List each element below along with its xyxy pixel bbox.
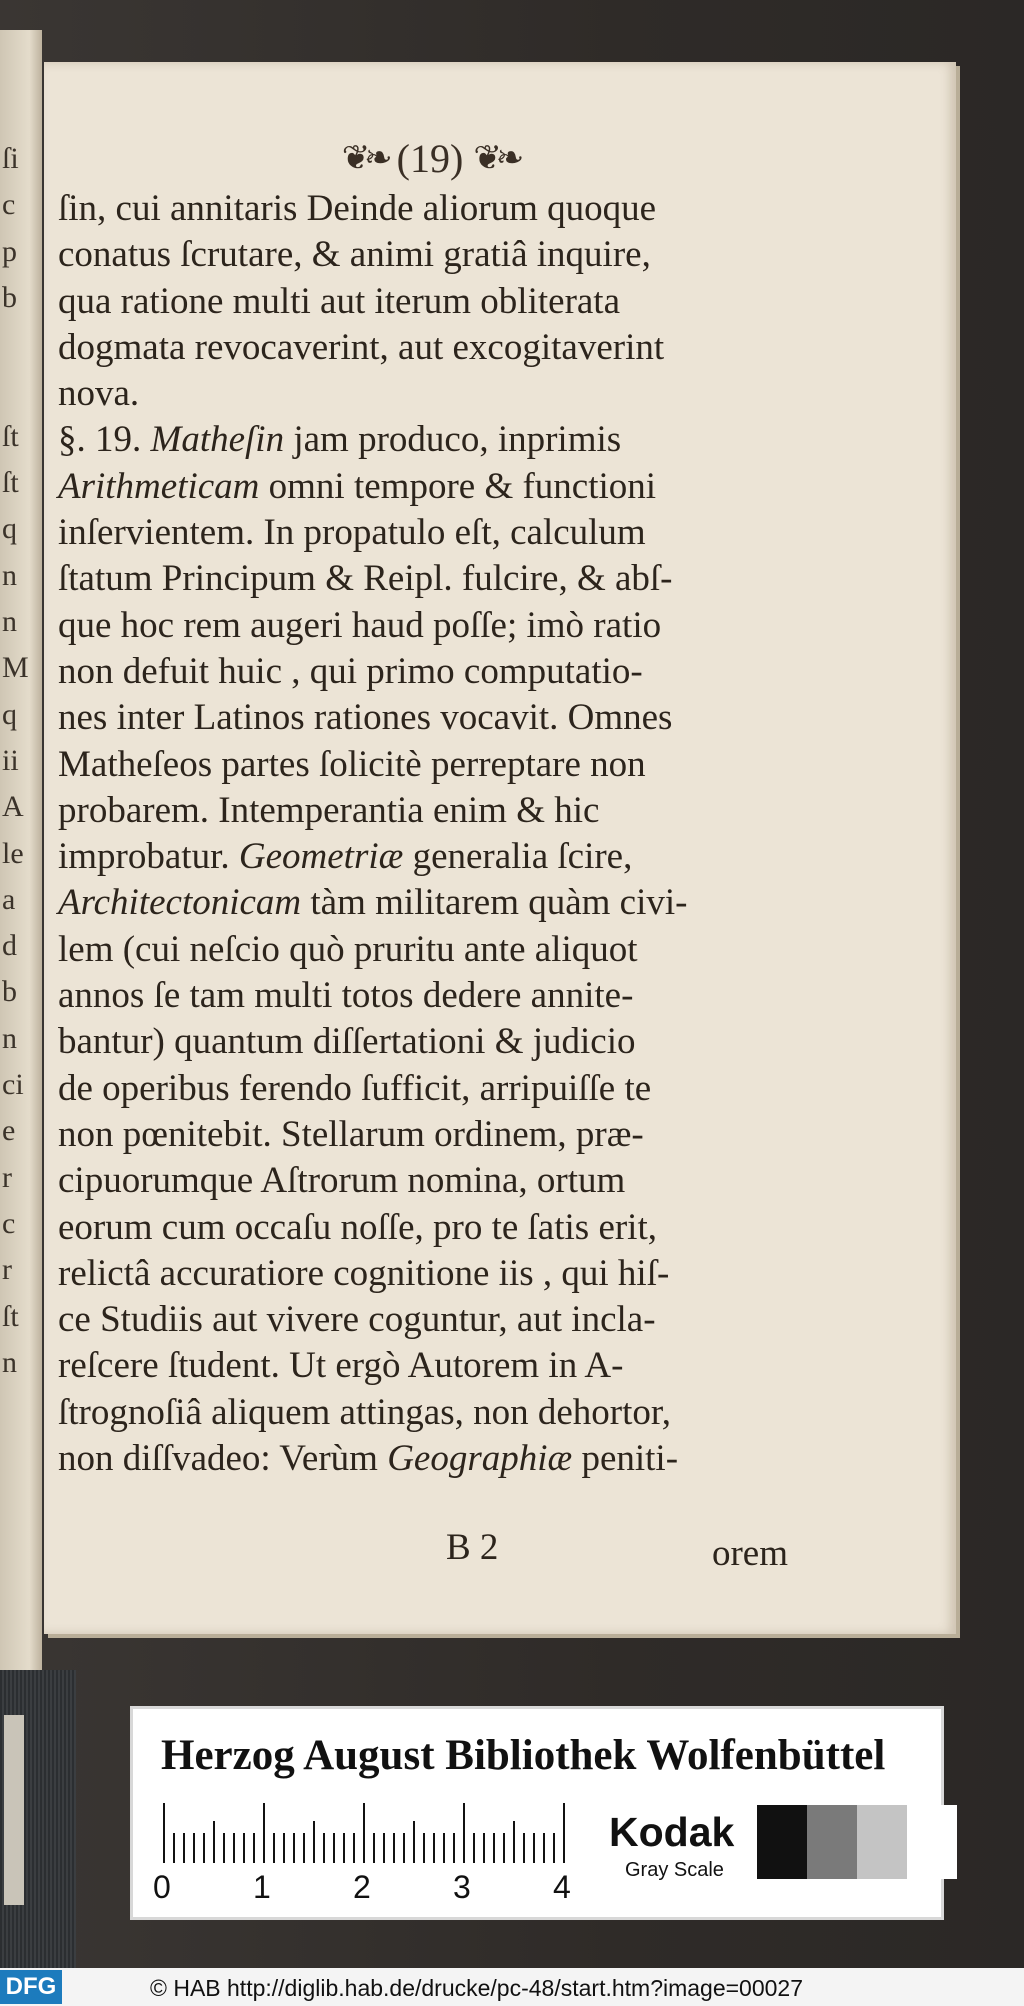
ruler-tick — [373, 1833, 375, 1863]
page-text — [58, 186, 788, 1482]
text-run: probarem. Intemperantia enim & hic — [58, 789, 600, 831]
text-line — [58, 1066, 788, 1112]
left-page-fragment: ii — [2, 743, 19, 777]
italic-term: Geometriæ — [238, 836, 404, 878]
page-footer — [58, 1526, 788, 1576]
left-page-fragment: le — [2, 836, 24, 870]
ruler-tick — [503, 1833, 505, 1863]
ruler-tick — [233, 1833, 235, 1863]
ruler-tick — [203, 1833, 205, 1863]
text-line — [58, 1205, 788, 1251]
text-line — [58, 1112, 788, 1158]
left-page-fragment: n — [2, 605, 17, 638]
ruler-tick — [253, 1833, 255, 1863]
text-run: improbatur. — [58, 836, 239, 878]
text-line — [58, 742, 788, 788]
page-number: (19) — [396, 135, 464, 181]
ruler-tick — [463, 1803, 465, 1863]
gray-patch — [907, 1805, 957, 1879]
left-page-fragment: d — [2, 929, 17, 963]
text-line — [58, 1436, 788, 1482]
ruler-tick — [563, 1803, 565, 1863]
ruler-tick — [413, 1821, 415, 1863]
italic-term: Architectonicam — [58, 882, 302, 924]
text-run: Matheſeos partes ſolicitè perreptare non — [58, 743, 646, 785]
left-page-fragment: ſi — [2, 142, 19, 175]
text-line — [58, 649, 788, 695]
ruler-tick — [323, 1833, 325, 1863]
ruler-tick — [173, 1833, 175, 1863]
ruler-tick — [183, 1833, 185, 1863]
text-run: relictâ accuratiore cognitione iis , qui hiſ- — [58, 1252, 670, 1294]
dfg-logo: DFG — [0, 1970, 62, 2004]
ruler-tick — [453, 1833, 455, 1863]
text-line — [58, 279, 788, 325]
text-line — [58, 927, 788, 973]
text-run: annos ſe tam multi totos dedere annite- — [58, 975, 634, 1017]
ruler-tick — [293, 1833, 295, 1863]
ruler — [163, 1803, 573, 1863]
text-line — [58, 232, 788, 278]
text-line — [58, 464, 788, 510]
left-page-fragment: n — [2, 558, 17, 592]
text-run: peniti- — [572, 1438, 679, 1480]
text-run: ce Studiis aut vivere coguntur, aut incla- — [58, 1299, 656, 1341]
ruler-tick — [443, 1833, 445, 1863]
left-ornament-icon: ❦❧ — [341, 140, 387, 177]
left-page-fragment: n — [2, 1345, 17, 1379]
text-run: eorum cum occaſu noſſe, pro te ſatis erit, — [58, 1206, 657, 1248]
text-run: tàm militarem quàm civi- — [301, 882, 688, 924]
ruler-tick — [283, 1833, 285, 1863]
gray-patch — [857, 1805, 907, 1879]
text-run: conatus ſcrutare, & animi gratiâ inquire, — [58, 234, 651, 276]
copyright-link[interactable]: © HAB http://diglib.hab.de/drucke/pc-48/start.htm?image=00027 — [150, 1975, 804, 2001]
left-page-fragment: r — [2, 1253, 12, 1287]
left-page-fragment: c — [2, 1206, 16, 1240]
left-page-fragment: q — [2, 512, 17, 546]
text-line — [58, 1343, 788, 1389]
gray-patch — [807, 1805, 857, 1879]
kodak-logo: Kodak — [609, 1809, 735, 1855]
gray-patch — [757, 1805, 807, 1879]
gray-scale-label: Gray Scale — [625, 1859, 724, 1881]
left-page-fragment: ci — [2, 1068, 24, 1101]
text-line — [58, 695, 788, 741]
ruler-tick — [533, 1833, 535, 1863]
text-line — [58, 1297, 788, 1343]
left-page-fragment: M — [2, 651, 29, 685]
text-line — [58, 510, 788, 556]
ruler-tick — [513, 1821, 515, 1863]
text-line — [58, 1251, 788, 1297]
ruler-number: 3 — [453, 1869, 471, 1905]
text-run: bantur) quantum diſſertationi & judicio — [58, 1021, 636, 1063]
ruler-tick — [193, 1833, 195, 1863]
italic-term: Arithmeticam — [58, 465, 260, 507]
page-header — [300, 128, 560, 188]
left-page-fragment: A — [2, 790, 24, 824]
left-page-fragment: p — [2, 234, 17, 268]
spine-label — [4, 1715, 24, 1905]
text-run: cipuorumque Aſtrorum nomina, ortum — [58, 1160, 626, 1202]
ruler-tick — [433, 1833, 435, 1863]
text-run: lem (cui neſcio quò pruritu ante aliquot — [58, 928, 638, 970]
gray-scale-patches — [757, 1805, 957, 1879]
text-run: non pœnitebit. Stellarum ordinem, præ- — [58, 1113, 644, 1155]
left-page-fragment: n — [2, 1021, 17, 1055]
text-line — [58, 603, 788, 649]
text-line — [58, 973, 788, 1019]
italic-term: Geographiæ — [387, 1438, 573, 1480]
text-line — [58, 556, 788, 602]
ruler-tick — [423, 1833, 425, 1863]
ruler-numbers — [153, 1869, 593, 1909]
text-run: §. 19. — [58, 419, 151, 461]
text-line — [58, 186, 788, 232]
ruler-tick — [493, 1833, 495, 1863]
text-line — [58, 371, 788, 417]
library-title: Herzog August Bibliothek Wolfenbüttel — [161, 1732, 886, 1779]
text-run: generalia ſcire, — [403, 836, 633, 878]
left-page-fragment: e — [2, 1114, 16, 1148]
color-reference-card — [130, 1706, 944, 1920]
text-run: ſtatum Principum & Reipl. fulcire, & abſ- — [58, 558, 673, 600]
left-page-fragment: b — [2, 975, 17, 1009]
text-run: inſervientem. In propatulo eſt, calculum — [58, 512, 646, 554]
catchword: orem — [711, 1533, 788, 1574]
ruler-tick — [363, 1803, 365, 1863]
left-page-fragment: ſt — [2, 419, 19, 453]
text-line — [58, 1158, 788, 1204]
text-run: que hoc rem augeri haud poſſe; imò ratio — [58, 604, 662, 646]
left-page-fragment: c — [2, 188, 16, 222]
ruler-tick — [223, 1833, 225, 1863]
left-page-fragment: b — [2, 280, 17, 314]
ruler-tick — [273, 1833, 275, 1863]
text-line — [58, 325, 788, 371]
text-run: nes inter Latinos rationes vocavit. Omnes — [58, 697, 673, 739]
text-run: reſcere ſtudent. Ut ergò Autorem in A- — [58, 1345, 624, 1387]
ruler-tick — [553, 1833, 555, 1863]
text-run: non defuit huic , qui primo computatio- — [58, 650, 643, 692]
ruler-number: 1 — [253, 1869, 271, 1905]
text-line — [58, 417, 788, 463]
text-run: ſtrognoſiâ aliquem attingas, non dehortor, — [58, 1391, 671, 1433]
right-ornament-icon: ❦❧ — [473, 140, 519, 177]
ruler-tick — [313, 1821, 315, 1863]
text-run: de operibus ferendo ſufficit, arripuiſſe te — [58, 1067, 652, 1109]
ruler-tick — [393, 1833, 395, 1863]
left-page-fragment: ſt — [2, 466, 19, 500]
ruler-number: 0 — [153, 1869, 171, 1905]
ruler-tick — [343, 1833, 345, 1863]
text-line — [58, 1019, 788, 1065]
ruler-tick — [483, 1833, 485, 1863]
text-line — [58, 880, 788, 926]
ruler-tick — [353, 1833, 355, 1863]
ruler-tick — [333, 1833, 335, 1863]
left-page-fragment: r — [2, 1160, 12, 1194]
text-run: nova. — [58, 373, 140, 415]
ruler-tick — [163, 1803, 165, 1863]
ruler-tick — [243, 1833, 245, 1863]
ruler-tick — [473, 1833, 475, 1863]
text-line — [58, 788, 788, 834]
text-line — [58, 1390, 788, 1436]
left-page-fragment: a — [2, 882, 16, 916]
ruler-number: 4 — [553, 1869, 571, 1905]
left-page-edge — [0, 30, 42, 1670]
text-run: jam produco, inprimis — [284, 419, 622, 461]
ruler-tick — [303, 1833, 305, 1863]
ruler-tick — [523, 1833, 525, 1863]
text-run: omni tempore & functioni — [259, 465, 657, 507]
italic-term: Matheſin — [150, 419, 285, 461]
left-page-fragment: q — [2, 697, 17, 731]
left-page-fragment: ſt — [2, 1299, 19, 1333]
text-run: qua ratione multi aut iterum obliterata — [58, 280, 621, 322]
signature-mark: B 2 — [446, 1527, 499, 1568]
ruler-tick — [403, 1833, 405, 1863]
text-run: dogmata revocaverint, aut excogitaverint — [58, 326, 665, 368]
ruler-tick — [213, 1821, 215, 1863]
text-run: non diſſvadeo: Verùm — [58, 1438, 388, 1480]
ruler-tick — [543, 1833, 545, 1863]
ruler-number: 2 — [353, 1869, 371, 1905]
text-run: ſin, cui annitaris Deinde aliorum quoque — [58, 188, 657, 229]
ruler-tick — [383, 1833, 385, 1863]
ruler-tick — [263, 1803, 265, 1863]
text-line — [58, 834, 788, 880]
